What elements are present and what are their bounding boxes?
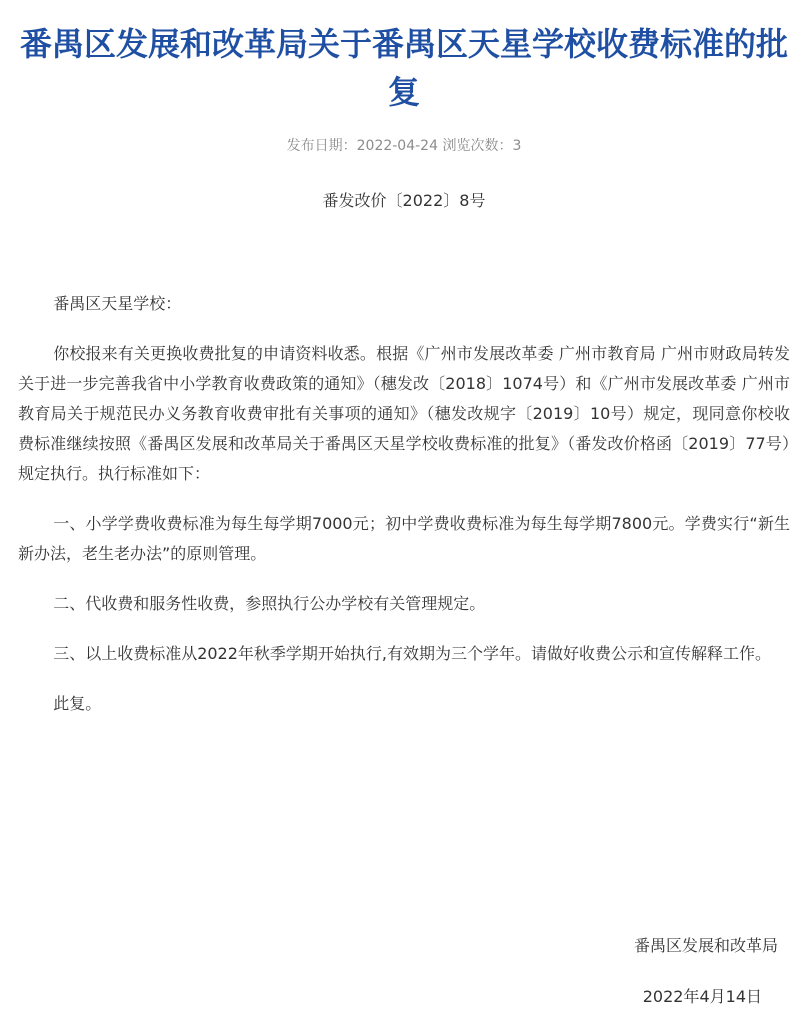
paragraph-item-1: 一、小学学费收费标准为每生每学期7000元；初中学费收费标准为每生每学期7800元。学费实行“新生新办法，老生老办法”的原则管理。 [18, 514, 790, 563]
salutation: 番禺区天星学校： [53, 294, 182, 313]
paragraph-item-2: 二、代收费和服务性收费，参照执行公办学校有关管理规定。 [53, 594, 486, 613]
signature-issuer: 番禺区发展和改革局 [633, 936, 778, 955]
paragraph-item-3: 三、以上收费标准从2022年秋季学期开始执行,有效期为三个学年。请做好收费公示和宣传解释工作。 [53, 644, 771, 663]
publish-date: 2022-04-24 [356, 138, 438, 154]
views-label: 浏览次数： [442, 138, 513, 154]
paragraph-closing: 此复。 [53, 694, 102, 713]
document-body [18, 289, 790, 739]
publish-date-label: 发布日期： [286, 138, 357, 154]
signature-date: 2022年4月14日 [642, 987, 762, 1006]
document-number: 番发改价〔2022〕8号 [322, 191, 486, 210]
views-count: 3 [512, 138, 522, 154]
publish-meta [0, 136, 808, 156]
paragraph-intro: 你校报来有关更换收费批复的申请资料收悉。根据《广州市发展改革委 广州市教育局 广州市财政局转发关于进一步完善我省中小学教育收费政策的通知》（穗发改〔2018〕1074号）和《广州市发展改革委 广州市教育局关于规范民办义务教育收费审批有关事项的通知》（穗发改规字〔2019〕10号）规定，现同意你校收费标准继续按照《番禺区发展和改革局关于番禺区天星学校收费标准的批复》（番发改价格函〔2019〕77号）规定执行。执行标准如下： [18, 344, 790, 483]
page-title: 番禺区发展和改革局关于番禺区天星学校收费标准的批复 [19, 25, 788, 111]
